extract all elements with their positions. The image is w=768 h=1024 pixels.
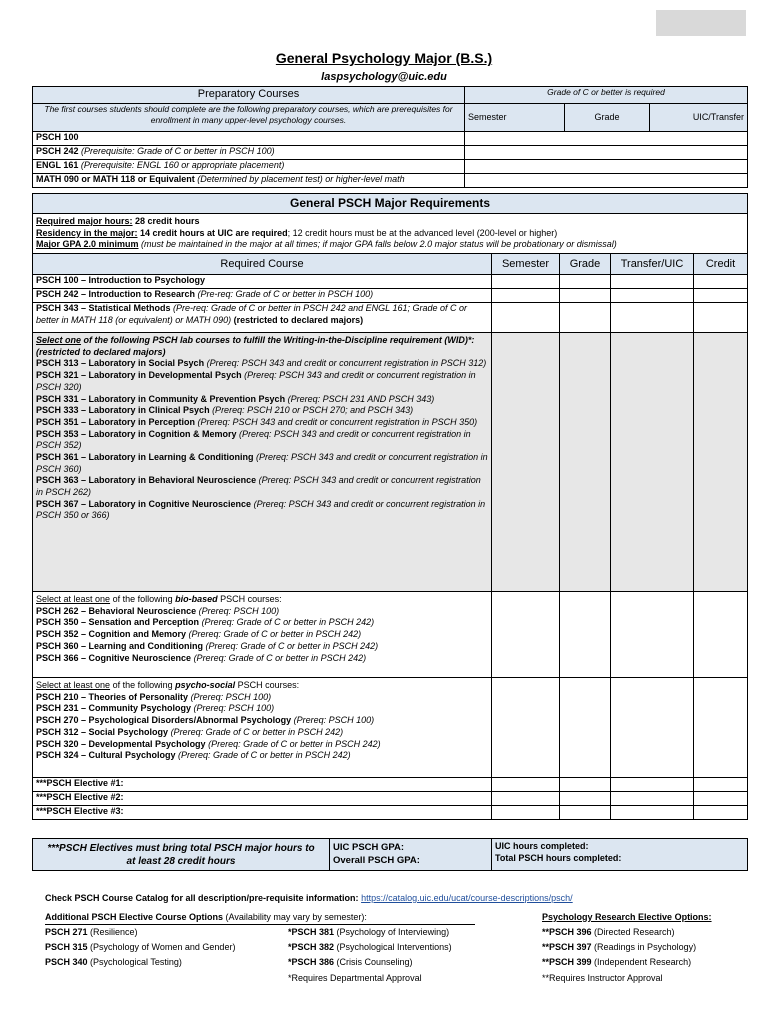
- course-code: PSCH 271: [45, 927, 88, 937]
- elective-2-label: ***PSCH Elective #2:: [33, 792, 492, 806]
- course-note: (Prereq: PSCH 100): [291, 715, 375, 726]
- table-row: [33, 275, 748, 289]
- grade-cell[interactable]: [560, 275, 611, 289]
- bio-intro-mid: of the following: [110, 594, 176, 605]
- uic-hours-label: UIC hours completed:: [495, 841, 589, 851]
- course-desc: (Psychological Interventions): [334, 942, 452, 952]
- requirements-summary: [33, 214, 748, 254]
- table-row: [33, 146, 748, 160]
- transfer-cell[interactable]: [611, 275, 694, 289]
- course-code: PSCH 352 – Cognition and Memory: [36, 629, 187, 640]
- course-code: **PSCH 397: [542, 942, 592, 952]
- catalog-line: [45, 893, 573, 905]
- course-note: (Prereq: PSCH 343 and credit or concurrent registration in PSCH 312): [204, 358, 487, 369]
- course-note: (Prereq: PSCH 210 or PSCH 270; and PSCH 343): [209, 405, 414, 416]
- catalog-link[interactable]: https://catalog.uic.edu/ucat/course-descriptions/psch/: [361, 893, 573, 903]
- transfer-cell[interactable]: [611, 778, 694, 792]
- grade-cell[interactable]: [560, 778, 611, 792]
- lab-course-list: [33, 333, 492, 592]
- redacted-box: [656, 10, 746, 36]
- uic-gpa-label: UIC PSCH GPA:: [333, 842, 405, 854]
- course-code: MATH 090 or MATH 118 or Equivalent: [36, 174, 195, 184]
- course-desc: (Independent Research): [591, 957, 692, 967]
- page-title: General Psychology Major (B.S.): [275, 50, 493, 66]
- course-desc: (Directed Research): [591, 927, 675, 937]
- bio-intro-type: bio-based: [175, 594, 218, 605]
- prep-entry-cell[interactable]: [465, 132, 748, 146]
- transfer-cell[interactable]: [611, 792, 694, 806]
- semester-cell[interactable]: [492, 806, 560, 820]
- credit-cell[interactable]: [694, 275, 748, 289]
- contact-email[interactable]: laspsychology@uic.edu: [321, 71, 447, 83]
- bio-course-group: [33, 592, 748, 678]
- course-code: *PSCH 386: [288, 957, 335, 967]
- credit-cell[interactable]: [694, 778, 748, 792]
- course-desc: (Psychology of Women and Gender): [87, 942, 236, 952]
- credit-cell[interactable]: [694, 289, 748, 303]
- course-note: (Prereq: Grade of C or better in PSCH 242): [175, 750, 351, 761]
- semester-cell[interactable]: [492, 333, 560, 592]
- social-intro-mid: of the following: [110, 680, 176, 691]
- gpa-label: Major GPA 2.0 minimum: [36, 239, 139, 250]
- bio-course-list: [33, 592, 492, 678]
- course-code: PSCH 367 – Laboratory in Cognitive Neuroscience: [36, 498, 252, 509]
- course-code: PSCH 360 – Learning and Conditioning: [36, 640, 204, 651]
- prep-col-transfer: UIC/Transfer: [650, 104, 748, 132]
- elective-column-3: [542, 925, 696, 970]
- residency-label: Residency in the major:: [36, 227, 138, 238]
- table-row: [33, 792, 748, 806]
- col-credit: Credit: [694, 254, 748, 275]
- elective-column-2: [288, 925, 452, 970]
- course-note: (Pre-req: Grade of C or better in PSCH 242 and ENGL 161; Grade of C or better in MATH 118 (or equivalent) or MATH 090): [36, 303, 468, 325]
- preparatory-courses-table: [32, 86, 748, 188]
- transfer-cell[interactable]: [611, 592, 694, 678]
- course-desc: (Readings in Psychology): [591, 942, 697, 952]
- prep-entry-cell[interactable]: [465, 160, 748, 174]
- social-intro-end: PSCH courses:: [235, 680, 300, 691]
- table-row: [33, 289, 748, 303]
- table-row: [33, 303, 748, 333]
- course-code: **PSCH 399: [542, 957, 592, 967]
- grade-cell[interactable]: [560, 678, 611, 778]
- course-code: PSCH 321 – Laboratory in Developmental Psych: [36, 370, 242, 381]
- course-code: PSCH 320 – Developmental Psychology: [36, 738, 206, 749]
- grade-cell[interactable]: [560, 792, 611, 806]
- course-code: **PSCH 396: [542, 927, 592, 937]
- catalog-text: Check PSCH Course Catalog for all description/pre-requisite information:: [45, 893, 362, 903]
- course-note: (Prereq: PSCH 100): [196, 605, 280, 616]
- course-note: (Prereq: PSCH 100): [188, 691, 272, 702]
- course-code: *PSCH 382: [288, 942, 335, 952]
- residency-rest: ; 12 credit hours must be at the advanced level (200-level or higher): [287, 227, 558, 238]
- credit-cell[interactable]: [694, 592, 748, 678]
- course-note: (Prereq: PSCH 231 AND PSCH 343): [285, 393, 435, 404]
- social-intro-select: Select at least one: [36, 680, 111, 691]
- social-course-group: [33, 678, 748, 778]
- col-transfer: Transfer/UIC: [611, 254, 694, 275]
- course-note: (Prerequisite: Grade of C or better in PSCH 100): [81, 146, 275, 156]
- course-note: (Prereq: Grade of C or better in PSCH 242): [203, 640, 379, 651]
- course-code: PSCH 210 – Theories of Personality: [36, 691, 189, 702]
- course-note: (Prereq: PSCH 343 and credit or concurrent registration in PSCH 352): [36, 428, 471, 451]
- elective-1-label: ***PSCH Elective #1:: [33, 778, 492, 792]
- grade-cell[interactable]: [560, 289, 611, 303]
- hours-value: 28 credit hours: [132, 216, 200, 226]
- course-note: (Prereq: Grade of C or better in PSCH 242): [199, 617, 375, 628]
- table-row: [33, 132, 748, 146]
- total-hours-label: Total PSCH hours completed:: [495, 852, 622, 863]
- course-code: PSCH 231 – Community Psychology: [36, 703, 192, 714]
- grade-cell[interactable]: [560, 333, 611, 592]
- course-code: PSCH 312 – Social Psychology: [36, 726, 169, 737]
- course-code: PSCH 100 – Introduction to Psychology: [36, 275, 206, 286]
- overall-gpa-label: Overall PSCH GPA:: [333, 854, 420, 866]
- course-code: PSCH 366 – Cognitive Neuroscience: [36, 652, 192, 663]
- course-note: (Pre-req: Grade of C or better in PSCH 100): [195, 289, 374, 300]
- course-code: PSCH 324 – Cultural Psychology: [36, 750, 176, 761]
- table-row: [33, 174, 748, 188]
- course-note: (Prereq: Grade of C or better in PSCH 242): [168, 726, 344, 737]
- instructor-approval-note: **Requires Instructor Approval: [542, 973, 663, 983]
- research-heading: Psychology Research Elective Options:: [542, 912, 712, 922]
- course-code: PSCH 270 – Psychological Disorders/Abnormal Psychology: [36, 715, 292, 726]
- additional-note: (Availability may vary by semester):: [223, 912, 367, 922]
- course-note: (Prereq: PSCH 343 and credit or concurrent registration in PSCH 360): [36, 451, 488, 474]
- course-code: PSCH 333 – Laboratory in Clinical Psych: [36, 405, 210, 416]
- departmental-approval-note: *Requires Departmental Approval: [288, 973, 422, 983]
- course-note: (Prereq: Grade of C or better in PSCH 242): [186, 629, 362, 640]
- hours-summary: [492, 839, 748, 871]
- course-code: PSCH 313 – Laboratory in Social Psych: [36, 358, 205, 369]
- semester-cell[interactable]: [492, 289, 560, 303]
- course-code: PSCH 340: [45, 957, 88, 967]
- social-intro-type: psycho-social: [175, 680, 236, 691]
- course-desc: (Crisis Counseling): [334, 957, 413, 967]
- social-course-list: [33, 678, 492, 778]
- requirements-heading: General PSCH Major Requirements: [33, 194, 748, 214]
- transfer-cell[interactable]: [611, 333, 694, 592]
- table-row: [33, 160, 748, 174]
- elective-3-label: ***PSCH Elective #3:: [33, 806, 492, 820]
- course-code: PSCH 262 – Behavioral Neuroscience: [36, 605, 197, 616]
- semester-cell[interactable]: [492, 778, 560, 792]
- col-required-course: Required Course: [33, 254, 492, 275]
- grade-cell[interactable]: [560, 592, 611, 678]
- course-note: (Prereq: PSCH 343 and credit or concurrent registration in PSCH 262): [36, 475, 481, 497]
- semester-cell[interactable]: [492, 592, 560, 678]
- course-code: PSCH 242: [36, 146, 79, 156]
- course-note: (Prereq: PSCH 343 and credit or concurrent registration in PSCH 320): [36, 370, 476, 392]
- course-code: PSCH 350 – Sensation and Perception: [36, 617, 200, 628]
- gpa-note: (must be maintained in the major at all times; if major GPA falls below 2.0 major status will be probationary or dismissal): [138, 239, 617, 250]
- semester-cell[interactable]: [492, 792, 560, 806]
- course-note: (Prereq: PSCH 100): [191, 703, 275, 714]
- hours-label: Required major hours:: [36, 216, 133, 226]
- bio-intro-end: PSCH courses:: [217, 594, 282, 605]
- grade-note: Grade of C or better is required: [465, 87, 748, 104]
- course-code: PSCH 315: [45, 942, 88, 952]
- credit-cell[interactable]: [694, 806, 748, 820]
- additional-heading-line: [45, 912, 475, 925]
- course-note: (Determined by placement test) or higher-level math: [197, 174, 405, 184]
- course-code: PSCH 361 – Laboratory in Learning & Conditioning: [36, 451, 254, 462]
- course-desc: (Psychology of Interviewing): [334, 927, 450, 937]
- course-restriction: (restricted to declared majors): [231, 314, 364, 325]
- course-note: (Prerequisite: ENGL 160 or appropriate placement): [80, 160, 285, 170]
- grade-cell[interactable]: [560, 806, 611, 820]
- course-note: (Prereq: Grade of C or better in PSCH 242): [191, 652, 367, 663]
- prep-heading: Preparatory Courses: [33, 87, 465, 104]
- credit-cell[interactable]: [694, 303, 748, 333]
- major-requirements-table: [32, 193, 748, 820]
- semester-cell[interactable]: [492, 303, 560, 333]
- transfer-cell[interactable]: [611, 678, 694, 778]
- lab-course-group: [33, 333, 748, 592]
- table-row: [33, 806, 748, 820]
- table-row: [33, 778, 748, 792]
- elective-column-1: [45, 925, 235, 970]
- prep-entry-cell[interactable]: [465, 146, 748, 160]
- course-code: PSCH 351 – Laboratory in Perception: [36, 416, 196, 427]
- lab-intro-select: Select one: [36, 335, 82, 346]
- transfer-cell[interactable]: [611, 806, 694, 820]
- course-desc: (Resilience): [87, 927, 138, 937]
- semester-cell[interactable]: [492, 678, 560, 778]
- lab-intro-rest: of the following PSCH lab courses to fulfill the Writing-in-the-Discipline requirement (WID)*: (restricted to declared majors): [36, 335, 475, 357]
- bio-intro-select: Select at least one: [36, 594, 111, 605]
- course-code: ENGL 161: [36, 160, 79, 170]
- credit-cell[interactable]: [694, 792, 748, 806]
- prep-entry-cell[interactable]: [465, 174, 748, 188]
- prep-col-grade: Grade: [565, 104, 650, 132]
- gpa-summary: [330, 839, 492, 871]
- additional-heading: Additional PSCH Elective Course Options: [45, 912, 224, 922]
- course-note: (Prereq: PSCH 343 and credit or concurrent registration in PSCH 350): [195, 416, 478, 427]
- credit-cell[interactable]: [694, 678, 748, 778]
- semester-cell[interactable]: [492, 275, 560, 289]
- summary-table: [32, 838, 748, 871]
- course-code: PSCH 363 – Laboratory in Behavioral Neuroscience: [36, 475, 257, 486]
- course-desc: (Psychological Testing): [87, 957, 182, 967]
- course-note: (Prereq: PSCH 343 and credit or concurrent registration in PSCH 350 or 366): [36, 498, 486, 521]
- grade-cell[interactable]: [560, 303, 611, 333]
- elective-hours-note: ***PSCH Electives must bring total PSCH major hours to at least 28 credit hours: [33, 839, 330, 871]
- credit-cell[interactable]: [694, 333, 748, 592]
- col-grade: Grade: [560, 254, 611, 275]
- course-code: *PSCH 381: [288, 927, 335, 937]
- course-code: PSCH 353 – Laboratory in Cognition & Memory: [36, 428, 237, 439]
- transfer-cell[interactable]: [611, 303, 694, 333]
- prep-col-semester: Semester: [465, 104, 565, 132]
- course-code: PSCH 343 – Statistical Methods: [36, 303, 171, 314]
- course-code: PSCH 100: [36, 132, 79, 142]
- course-code: PSCH 242 – Introduction to Research: [36, 289, 196, 300]
- residency-value: 14 credit hours at UIC are required: [137, 227, 288, 238]
- transfer-cell[interactable]: [611, 289, 694, 303]
- prep-description: The first courses students should complete are the following preparatory courses, which are prerequisites for enrollment in many upper-level psychology courses.: [33, 104, 465, 132]
- course-code: PSCH 331 – Laboratory in Community & Prevention Psych: [36, 393, 286, 404]
- col-semester: Semester: [492, 254, 560, 275]
- course-note: (Prereq: Grade of C or better in PSCH 242): [205, 738, 381, 749]
